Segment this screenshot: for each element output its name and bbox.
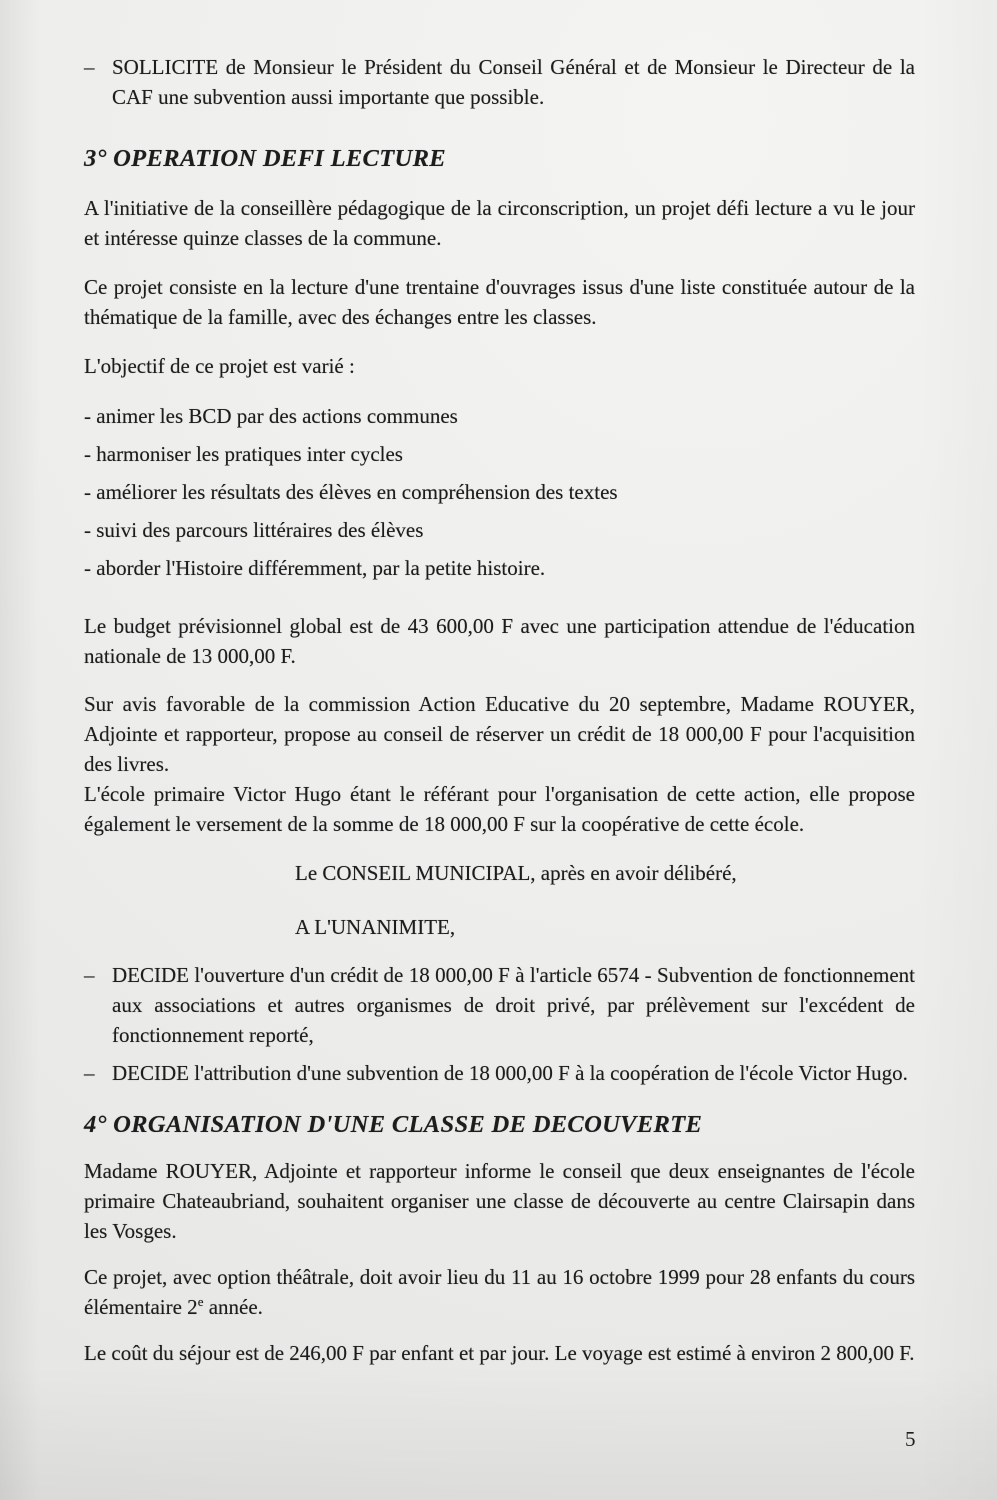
paragraph-budget: Le budget prévisionnel global est de 43 600,00 F avec une participation attendue de l'éducation nationale de 13 000,00 F. <box>84 614 915 668</box>
deliberation-line: Le CONSEIL MUNICIPAL, après en avoir délibéré, <box>295 861 737 885</box>
decision-text: DECIDE l'attribution d'une subvention de 18 000,00 F à la coopération de l'école Victor Hugo. <box>112 1061 908 1085</box>
paragraph-decouverte-intro: Madame ROUYER, Adjointe et rapporteur informe le conseil que deux enseignantes de l'école primaire Chateaubriand, souhaitent organiser une classe de découverte au centre Clairsapin dans les Vosges. <box>84 1159 915 1243</box>
page-number: 5 <box>905 1427 916 1451</box>
dash-marker: – <box>84 55 95 79</box>
trip-text-after-sup: année. <box>203 1295 263 1319</box>
objective-item: - suivi des parcours littéraires des élèves <box>84 518 424 542</box>
resolution-item-sollicite <box>84 52 915 112</box>
section-heading-classe-decouverte: 4° ORGANISATION D'UNE CLASSE DE DECOUVERTE <box>84 1111 703 1138</box>
paragraph-proposal: Sur avis favorable de la commission Action Educative du 20 septembre, Madame ROUYER, Adjointe et rapporteur, propose au conseil de réserver un crédit de 18 000,00 F pour l'acquisition des livres. <box>84 692 915 776</box>
paragraph-objectives-label: L'objectif de ce projet est varié : <box>84 354 355 378</box>
vote-line: A L'UNANIMITE, <box>295 915 456 939</box>
paragraph-proposal-continued: L'école primaire Victor Hugo étant le référant pour l'organisation de cette action, elle propose également le versement de la somme de 18 000,00 F sur la coopérative de cette école. <box>84 782 915 836</box>
objective-item: - animer les BCD par des actions communes <box>84 404 458 428</box>
trip-text-before-sup: Ce projet, avec option théâtrale, doit avoir lieu du 11 au 16 octobre 1999 pour 28 enfants du cours élémentaire 2 <box>84 1265 915 1319</box>
decision-item-credit <box>84 960 915 1050</box>
objective-item: - aborder l'Histoire différemment, par la petite histoire. <box>84 556 546 580</box>
paragraph-trip-dates <box>84 1262 915 1322</box>
objective-item: - améliorer les résultats des élèves en compréhension des textes <box>84 480 618 504</box>
trip-ordinal-sup: e <box>197 1294 204 1309</box>
section-heading-defi-lecture: 3° OPERATION DEFI LECTURE <box>84 145 446 172</box>
decision-item-subvention <box>84 1058 915 1088</box>
dash-marker: – <box>84 1061 95 1085</box>
dash-marker: – <box>84 963 95 987</box>
paragraph-defi-intro: A l'initiative de la conseillère pédagogique de la circonscription, un projet défi lecture a vu le jour et intéresse quinze classes de la commune. <box>84 196 915 250</box>
objective-item: - harmoniser les pratiques inter cycles <box>84 442 403 466</box>
paragraph-defi-description: Ce projet consiste en la lecture d'une trentaine d'ouvrages issus d'une liste constituée autour de la thématique de la famille, avec des échanges entre les classes. <box>84 275 915 329</box>
resolution-text: SOLLICITE de Monsieur le Président du Conseil Général et de Monsieur le Directeur de la CAF une subvention aussi importante que possible. <box>112 55 915 109</box>
paragraph-cost: Le coût du séjour est de 246,00 F par enfant et par jour. Le voyage est estimé à environ 2 800,00 F. <box>84 1341 915 1365</box>
decision-text: DECIDE l'ouverture d'un crédit de 18 000,00 F à l'article 6574 - Subvention de fonctionnement aux associations et autres organismes de droit privé, par prélèvement sur l'excédent de fonctionnement reporté, <box>112 963 915 1047</box>
